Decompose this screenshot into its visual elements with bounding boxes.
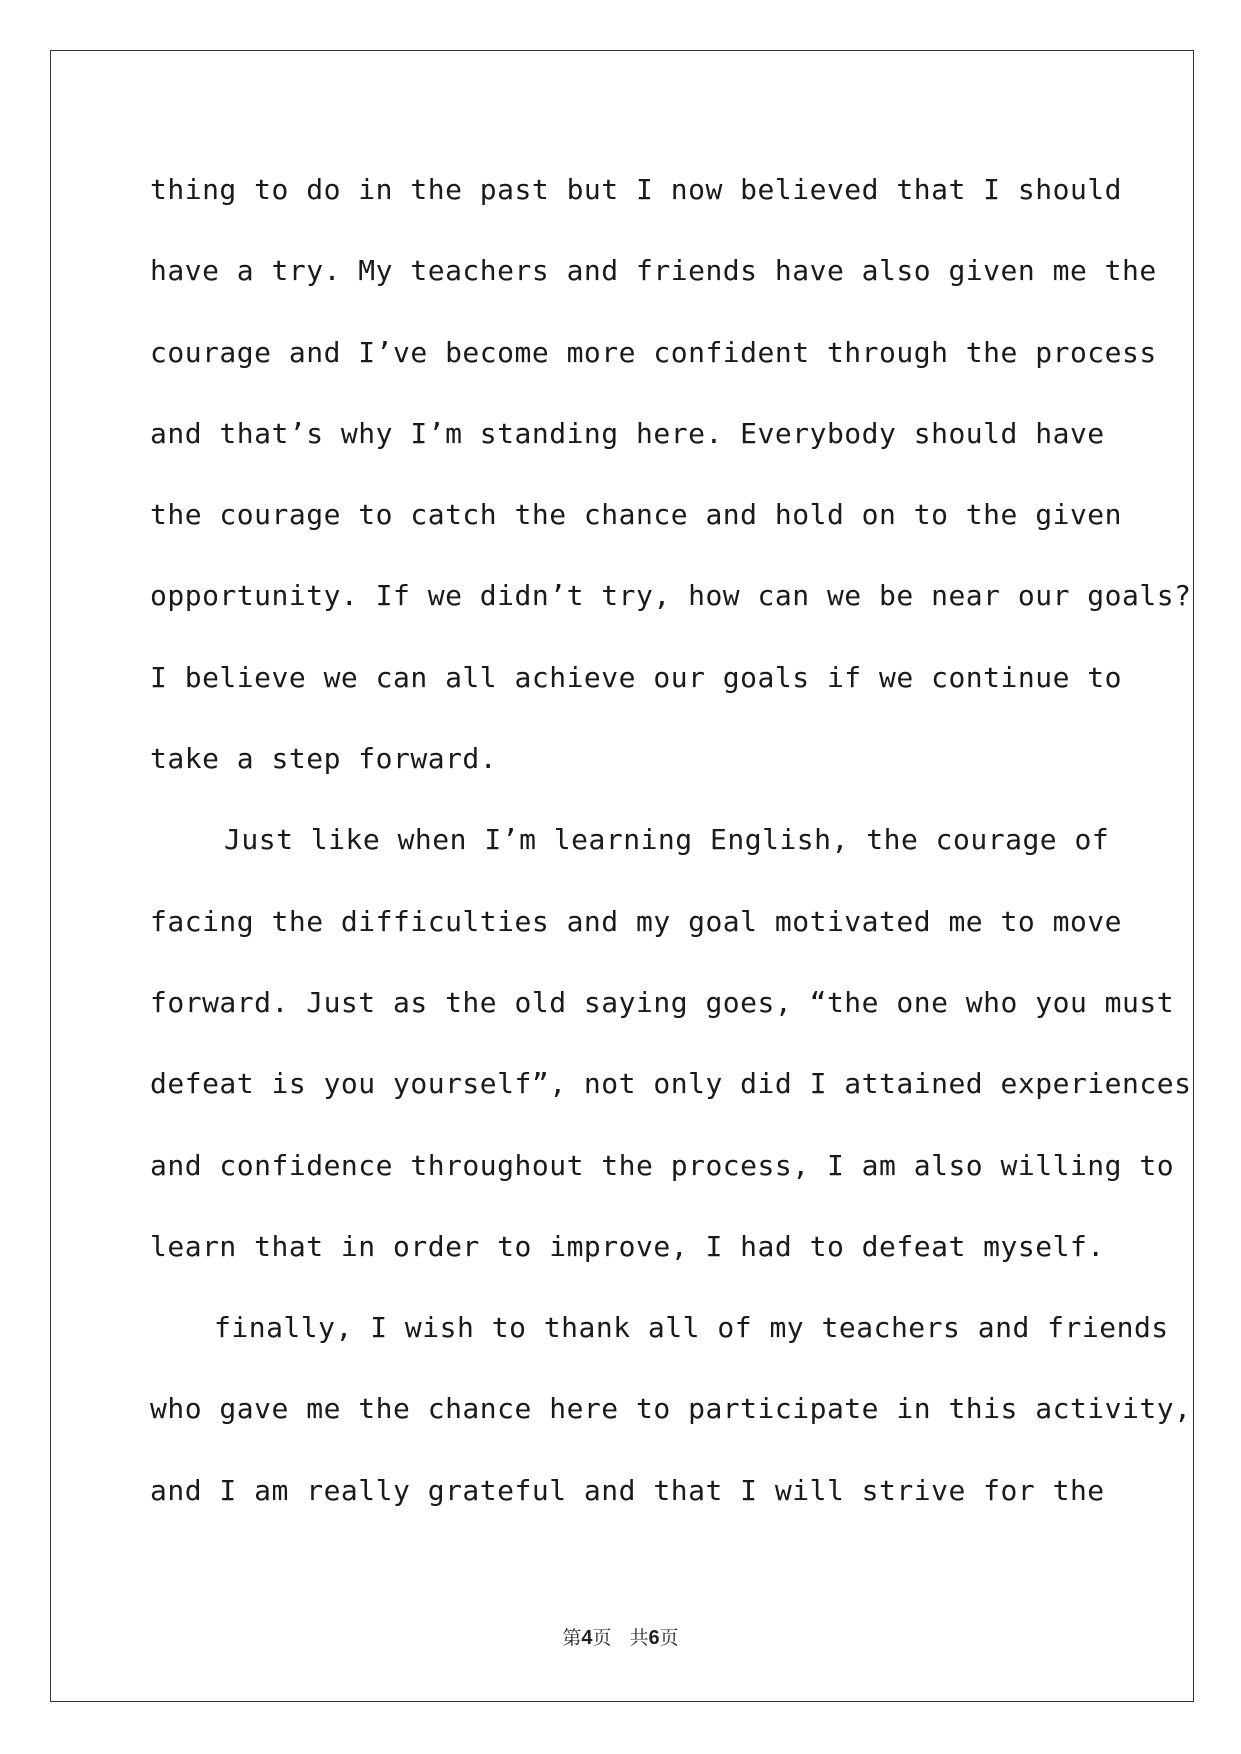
text-line: courage and I’ve become more confident through the process [150, 335, 1157, 369]
text-line: forward. Just as the old saying goes, “the one who you must [150, 985, 1175, 1019]
footer-total-pages: 6 [648, 1627, 660, 1649]
text-line: take a step forward. [150, 742, 498, 776]
text-line: opportunity. If we didn’t try, how can we be near our goals? [150, 579, 1192, 613]
text-line: facing the difficulties and my goal motivated me to move [150, 904, 1123, 938]
text-line: defeat is you yourself”, not only did I attained experiences [150, 1067, 1192, 1101]
text-line: the courage to catch the chance and hold on to the given [150, 498, 1123, 532]
footer-page-suffix: 页 [592, 1627, 612, 1649]
text-line: have a try. My teachers and friends have also given me the [150, 254, 1157, 288]
footer-total-prefix: 共 [629, 1627, 649, 1649]
text-line: and confidence throughout the process, I am also willing to [150, 1148, 1175, 1182]
document-body [150, 160, 1192, 1542]
text-line: who gave me the chance here to participate in this activity, [150, 1392, 1192, 1426]
text-line: and that’s why I’m standing here. Everybody should have [150, 416, 1105, 450]
paragraph-start-line: finally, I wish to thank all of my teachers and friends [214, 1311, 1169, 1345]
footer-total-suffix: 页 [659, 1627, 679, 1649]
paragraph-start-line: Just like when I’m learning English, the courage of [224, 823, 1110, 857]
footer-current-page: 4 [581, 1627, 593, 1649]
footer-page-prefix: 第 [562, 1627, 582, 1649]
text-line: and I am really grateful and that I will strive for the [150, 1473, 1105, 1507]
page-number-footer [0, 1623, 1241, 1650]
text-line: I believe we can all achieve our goals if we continue to [150, 660, 1123, 694]
text-line: thing to do in the past but I now believed that I should [150, 173, 1123, 206]
text-line: learn that in order to improve, I had to defeat myself. [150, 1229, 1105, 1263]
